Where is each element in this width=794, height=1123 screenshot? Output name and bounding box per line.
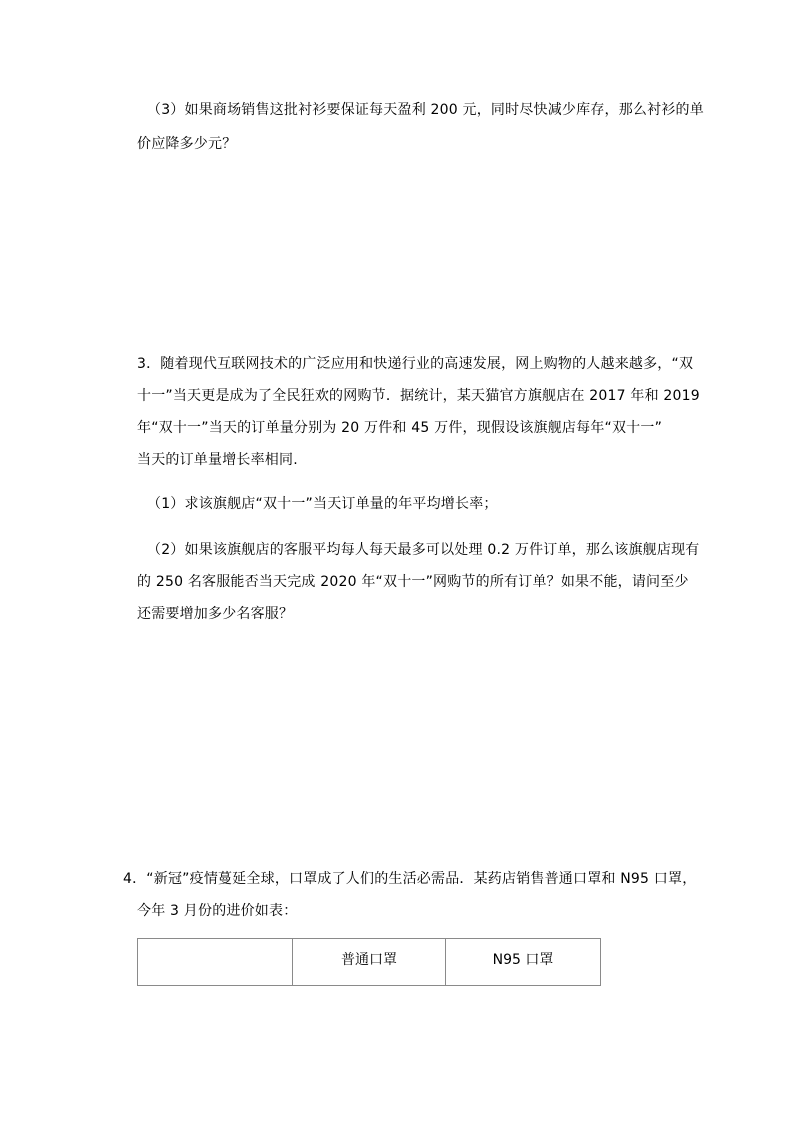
q2-part3-line2: 价应降多少元？ [137,136,237,152]
q2-part3-line1: （3）如果商场销售这批衬衫要保证每天盈利 200 元，同时尽快减少库存，那么衬衫的单 [147,102,704,118]
price-table [137,938,601,986]
q4-line2: 今年 3 月份的进价如表： [137,903,298,919]
q3-part2-line1: （2）如果该旗舰店的客服平均每人每天最多可以处理 0.2 万件订单，那么该旗舰店现有 [147,542,700,558]
q4-line1: 4．“新冠”疫情蔓延全球，口罩成了人们的生活必需品．某药店销售普通口罩和 N95 口罩， [123,871,697,887]
table-header-n95-mask: N95 口罩 [446,939,601,986]
table-row [138,939,601,986]
q3-part1: （1）求该旗舰店“双十一”当天订单量的年平均增长率； [147,496,498,512]
q3-line4: 当天的订单量增长率相同. [137,452,298,468]
q3-part2-line3: 还需要增加多少名客服？ [137,606,294,622]
q3-line3: 年“双十一”当天的订单量分别为 20 万件和 45 万件，现假设该旗舰店每年“双十一” [137,420,663,436]
q3-line1: 3．随着现代互联网技术的广泛应用和快递行业的高速发展，网上购物的人越来越多，“双 [137,356,694,372]
q3-line2: 十一”当天更是成为了全民狂欢的网购节．据统计，某天猫官方旗舰店在 2017 年和 2019 [137,388,700,404]
table-cell-empty [138,939,293,986]
table-header-regular-mask: 普通口罩 [293,939,446,986]
q3-part2-line2: 的 250 名客服能否当天完成 2020 年“双十一”网购节的所有订单？如果不能，请问至少 [137,574,689,590]
